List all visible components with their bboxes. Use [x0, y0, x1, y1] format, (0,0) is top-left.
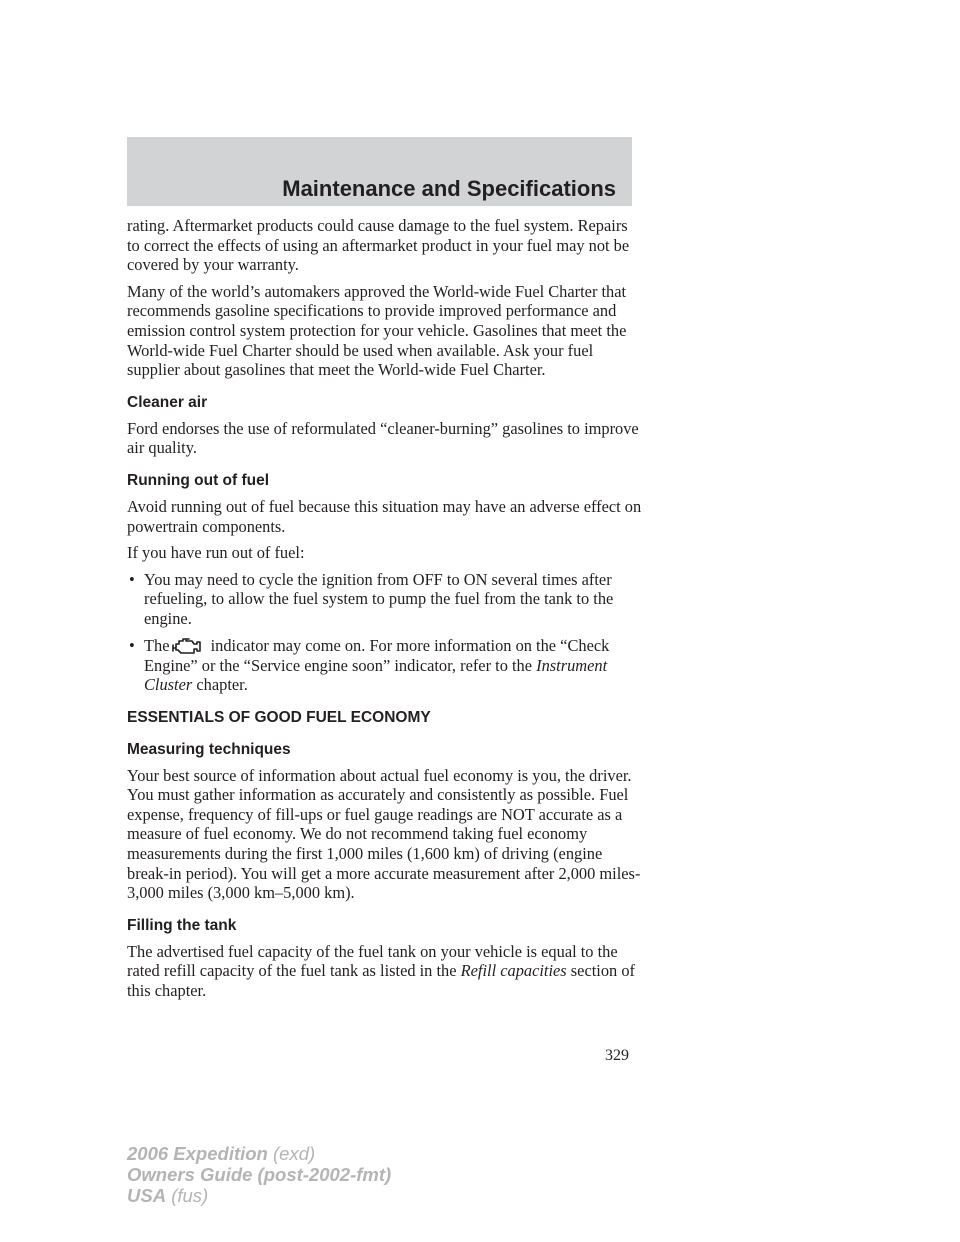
heading-running-out-of-fuel: Running out of fuel: [127, 471, 270, 489]
paragraph-aftermarket: rating. Aftermarket products could cause damage to the fuel system. Repairs to correct the effects of using an aftermarket product in your fuel may not be covered by your warranty.: [127, 216, 630, 275]
footer-line-model: [127, 1143, 391, 1164]
bullet-marker: •: [129, 635, 135, 655]
bullet-check-engine: [127, 636, 642, 695]
page-number: 329: [605, 1047, 629, 1064]
footer-market-code: (fus): [171, 1185, 209, 1206]
bullet-text-rest: indicator may come on. For more information on the “Check Engine” or the “Service engine soon” indicator, refer to the: [144, 635, 610, 675]
footer-line-guide: [127, 1164, 391, 1185]
paragraph-filling: [127, 942, 642, 1001]
paragraph-running-out: Avoid running out of fuel because this situation may have an adverse effect on powertrain components.: [127, 496, 642, 536]
footer-guide: Owners Guide (post-2002-fmt): [127, 1164, 392, 1185]
bullet-text-end: chapter.: [196, 675, 248, 695]
filling-text-lead: The advertised fuel capacity of the fuel tank on your vehicle is equal to the rated refill capacity of the fuel tank as listed in the: [127, 941, 618, 981]
document-footer: [127, 1143, 391, 1206]
check-engine-icon: [170, 636, 204, 656]
chapter-title: Maintenance and Specifications: [282, 176, 616, 201]
paragraph-fuel-charter: Many of the world’s automakers approved the World-wide Fuel Charter that recommends gasoline specifications to provide improved performance and emission control system protection for your vehicle. Gasolines that meet the World-wide Fuel Charter should be used when available. Ask your fuel supplier about gasolines that meet the World-wide Fuel Charter.: [127, 281, 627, 380]
bullet-cycle-ignition: [127, 570, 642, 629]
heading-cleaner-air: Cleaner air: [127, 393, 208, 411]
bullet-marker: •: [129, 569, 135, 589]
chapter-header: [127, 137, 632, 206]
reference-instrument-cluster: Instrument Cluster: [144, 655, 608, 695]
bullet-text-lead: The: [144, 635, 170, 655]
reference-refill-capacities: Refill capacities: [460, 961, 567, 981]
paragraph-measuring: Your best source of information about actual fuel economy is you, the driver. You must gather information as accurately and consistently as possible. Fuel expense, frequency of fill-ups or fuel gauge readings are NOT accurate as a measure of fuel economy. We do not recommend taking fuel economy measurements during the first 1,000 miles (1,600 km) of driving (engine break-in period). You will get a more accurate measurement after 2,000 miles-3,000 miles (3,000 km–5,000 km).: [127, 765, 641, 903]
footer-model-code: (exd): [273, 1143, 316, 1164]
heading-fuel-economy-essentials: ESSENTIALS OF GOOD FUEL ECONOMY: [127, 708, 431, 726]
paragraph-run-out-intro: If you have run out of fuel:: [127, 543, 305, 563]
bullet-text: You may need to cycle the ignition from OFF to ON several times after refueling, to allow the fuel system to pump the fuel from the tank to the engine.: [144, 569, 614, 628]
footer-market: USA: [127, 1185, 167, 1206]
heading-measuring-techniques: Measuring techniques: [127, 740, 291, 758]
footer-model: 2006 Expedition: [127, 1143, 268, 1164]
filling-text-end: section of this chapter.: [127, 961, 635, 1001]
paragraph-cleaner-air: Ford endorses the use of reformulated “cleaner-burning” gasolines to improve air quality.: [127, 418, 639, 458]
page-content: [127, 216, 642, 1008]
heading-filling-the-tank: Filling the tank: [127, 916, 237, 934]
footer-line-market: [127, 1185, 391, 1206]
